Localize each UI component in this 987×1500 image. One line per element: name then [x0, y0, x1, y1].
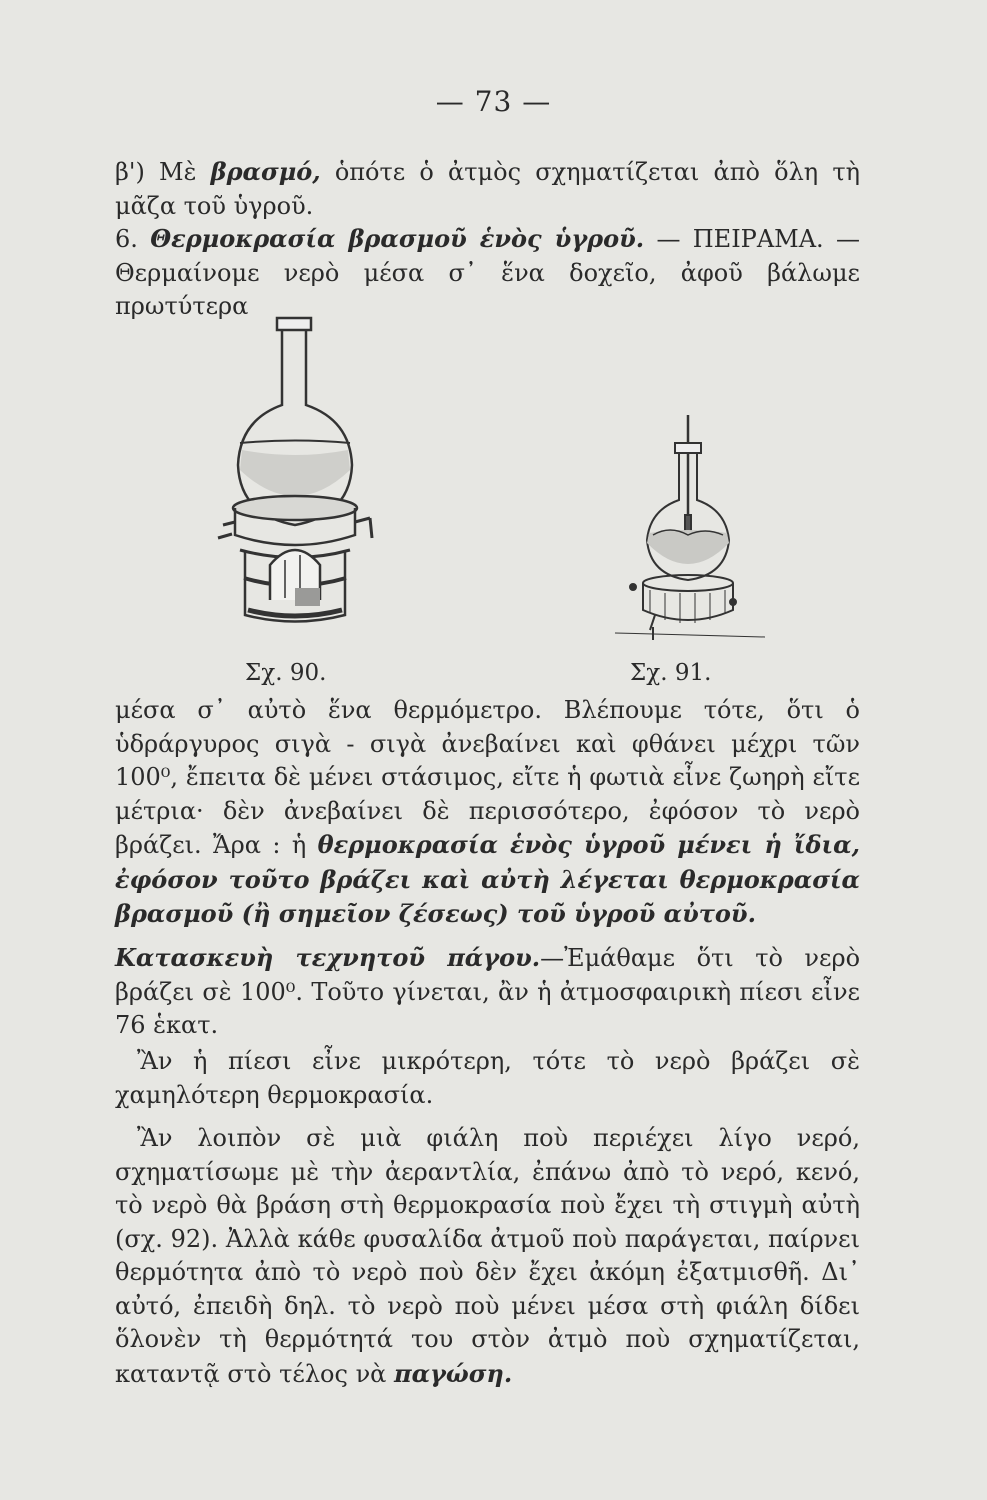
- paragraph-vacuum-boiling: [115, 1122, 860, 1391]
- paragraph-lower-pressure: [115, 1045, 860, 1112]
- term-boiling: βρασμό,: [210, 157, 321, 186]
- paragraph-boiling-temperature: [115, 222, 860, 324]
- section-heading: Θερμοκρασία βρασμοῦ ἑνὸς ὑγροῦ.: [150, 224, 645, 253]
- p6-text: Ἂν λοιπὸν σὲ μιὰ φιάλη ποὺ περιέχει λίγο νερό, σχηματίσωμε μὲ τὴν ἀεραντλία, ἐπάνω ἀπὸ τὸ νερό, κενό, τὸ νερὸ θὰ βράση στὴ θερμοκρασία ποὺ ἔχει τὴ στιγμὴ αὐτὴ (σχ. 92). Ἀλλὰ κάθε φυσαλίδα ἀτμοῦ ποὺ παράγεται, παίρνει θερμότητα ἀπὸ τὸ νερὸ ποὺ δὲν ἔχει ἀκόμη ἐξατμισθῆ. Δι᾽ αὐτό, ἐπειδὴ δηλ. τὸ νερὸ ποὺ μένει μέσα στὴ φιάλη δίδει ὅλονὲν τὴ θερμότητά του στὸν ἀτμὸ ποὺ σχηματίζεται, καταντᾷ στὸ τέλος νὰ: [115, 1124, 860, 1388]
- p3-conclusion: θερμοκρασία ἑνὸς ὑγροῦ μένει ἡ ἴδια, ἐφόσον τοῦτο βράζει καὶ αὐτὴ λέγεται θερμοκρασία βρασμοῦ (ἢ σημεῖον ζέσεως) τοῦ ὑγροῦ αὐτοῦ.: [115, 830, 860, 928]
- p2-rest: Θερμαίνομε νερὸ μέσα σ᾽ ἕνα δοχεῖο, ἀφοῦ βάλωμε πρωτύτερα: [115, 258, 860, 320]
- paragraph-artificial-ice: [115, 941, 860, 1043]
- p6-final-word: παγώση.: [394, 1358, 513, 1388]
- p3-text: μέσα σ᾽ αὐτὸ ἕνα θερμόμετρο. Βλέπουμε τότε, ὅτι ὁ ὑδράργυρος σιγὰ - σιγὰ ἀνεβαίνει καὶ φθάνει μέχρι τῶν 100⁰, ἔπειτα δὲ μένει στάσιμος, εἴτε ἡ φωτιὰ εἶνε ζωηρὴ εἴτε μέτρια· δὲν ἀνεβαίνει δὲ περισσότερο, ἐφόσον τὸ νερὸ βράζει. Ἄρα : ἡ: [115, 696, 860, 859]
- experiment-label: — ΠΕΙΡΑΜΑ. —: [644, 225, 860, 253]
- section-number: 6.: [115, 225, 151, 253]
- figure-91-flask-with-thermometer: [595, 415, 775, 655]
- p1-lead: β') Μὲ: [115, 158, 211, 186]
- artificial-ice-heading: Κατασκευὴ τεχνητοῦ πάγου.: [115, 943, 541, 972]
- p4-rest: —Ἐμάθαμε ὅτι τὸ νερὸ βράζει σὲ 100⁰. Τοῦτο γίνεται, ἂν ἡ ἀτμοσφαιρικὴ πίεσι εἶνε 76 ἑκατ.: [115, 944, 861, 1039]
- figure-90-flask-on-brazier: [200, 310, 400, 640]
- page-number: — 73 —: [435, 85, 552, 118]
- figure-90-caption: Σχ. 90.: [245, 660, 327, 686]
- paragraph-boiling-definition: [115, 155, 860, 223]
- p1-rest: ὁπότε ὁ ἀτμὸς σχηματίζεται ἀπὸ ὅλη τὴ μᾶζα τοῦ ὑγροῦ.: [115, 158, 860, 220]
- figure-91-caption: Σχ. 91.: [630, 660, 712, 686]
- paragraph-thermometer-observation: [115, 694, 860, 932]
- p5-text: Ἂν ἡ πίεσι εἶνε μικρότερη, τότε τὸ νερὸ βράζει σὲ χαμηλότερη θερμοκρασία.: [115, 1047, 860, 1109]
